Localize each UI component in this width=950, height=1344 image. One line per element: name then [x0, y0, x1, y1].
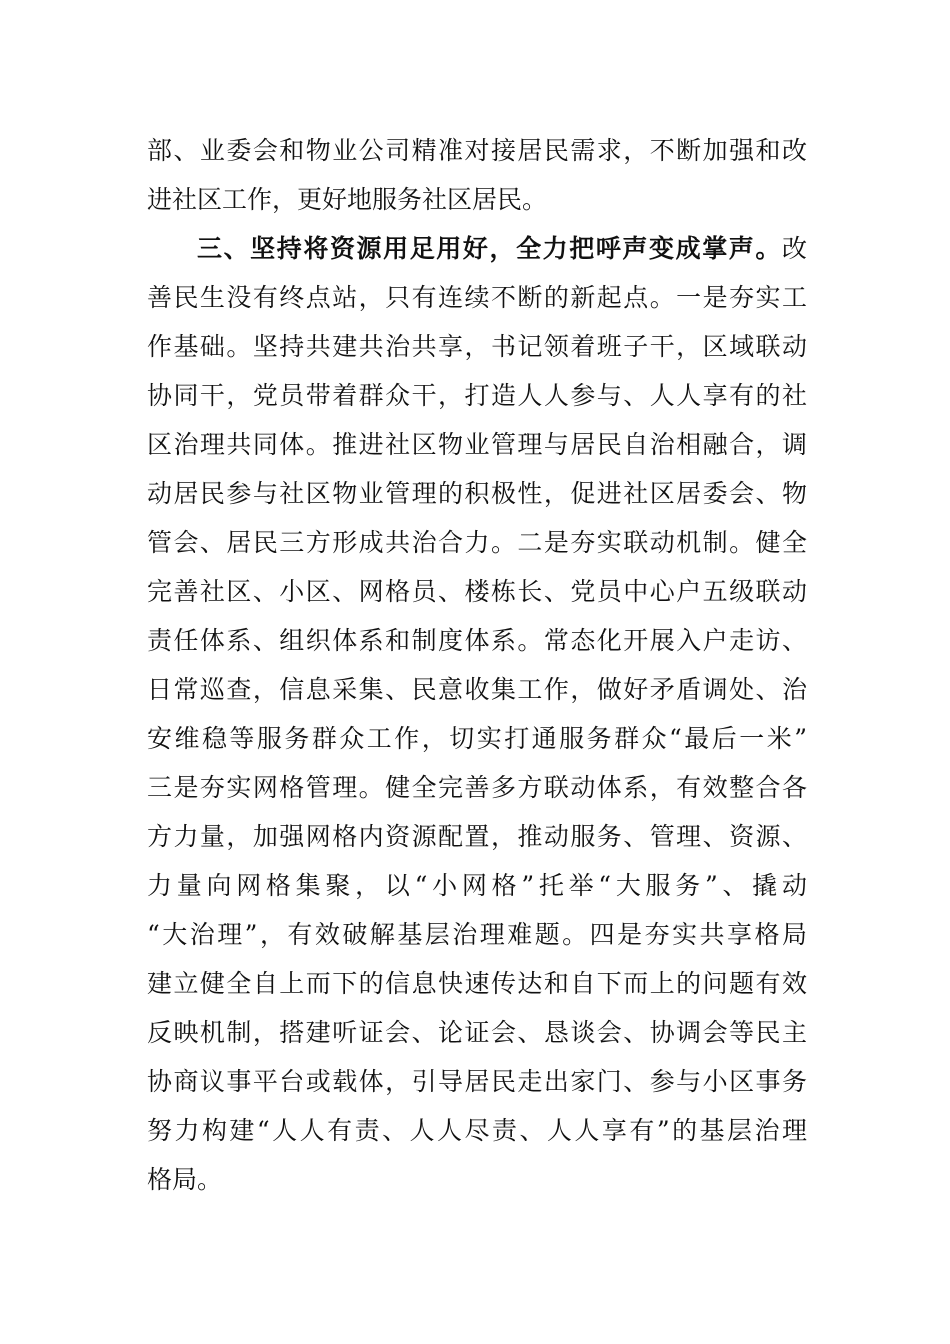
text-line: 力量向网格集聚，以“小网格”托举“大服务”、撬动 — [147, 871, 807, 900]
text-line-tail: 改 — [781, 234, 807, 263]
text-line: 协同干，党员带着群众干，打造人人参与、人人享有的社 — [147, 381, 807, 410]
text-line: 区治理共同体。推进社区物业管理与居民自治相融合，调 — [147, 430, 807, 459]
section-heading-line — [147, 224, 807, 273]
text-line: 进社区工作，更好地服务社区居民。 — [147, 185, 548, 214]
text-line: 作基础。坚持共建共治共享，书记领着班子干，区域联动 — [147, 332, 807, 361]
text-line: 安维稳等服务群众工作，切实打通服务群众“最后一米” — [147, 724, 807, 753]
text-line: 动居民参与社区物业管理的积极性，促进社区居委会、物 — [147, 479, 807, 508]
text-line: 格局。 — [147, 1165, 223, 1194]
text-line: 协商议事平台或载体，引导居民走出家门、参与小区事务 — [147, 1067, 807, 1096]
text-line: 善民生没有终点站，只有连续不断的新起点。一是夯实工 — [147, 283, 807, 312]
text-line: “大治理”，有效破解基层治理难题。四是夯实共享格局 — [147, 920, 807, 949]
text-line: 努力构建“人人有责、人人尽责、人人享有”的基层治理 — [147, 1116, 807, 1145]
text-line: 责任体系、组织体系和制度体系。常态化开展入户走访、 — [147, 626, 807, 655]
body-text — [147, 126, 807, 1204]
text-line: 三是夯实网格管理。健全完善多方联动体系，有效整合各 — [147, 773, 807, 802]
section-heading: 三、坚持将资源用足用好，全力把呼声变成掌声。 — [197, 234, 782, 263]
text-line: 管会、居民三方形成共治合力。二是夯实联动机制。健全 — [147, 528, 807, 557]
text-line: 反映机制，搭建听证会、论证会、恳谈会、协调会等民主 — [147, 1018, 807, 1047]
text-line: 日常巡查，信息采集、民意收集工作，做好矛盾调处、治 — [147, 675, 807, 704]
text-line: 建立健全自上而下的信息快速传达和自下而上的问题有效 — [147, 969, 807, 998]
text-line: 方力量，加强网格内资源配置，推动服务、管理、资源、 — [147, 822, 807, 851]
text-line: 部、业委会和物业公司精准对接居民需求，不断加强和改 — [147, 136, 807, 165]
text-line: 完善社区、小区、网格员、楼栋长、党员中心户五级联动 — [147, 577, 807, 606]
